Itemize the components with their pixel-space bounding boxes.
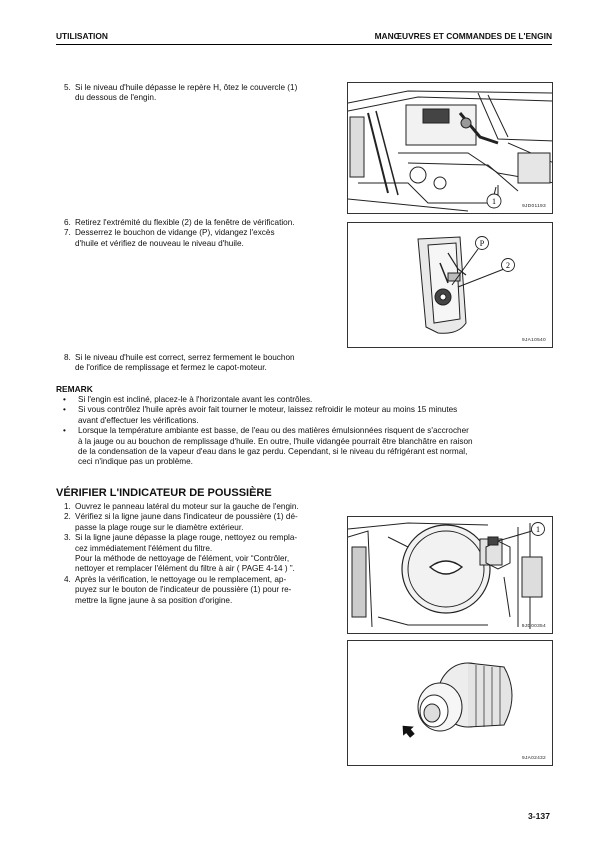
page-header xyxy=(56,29,552,45)
header-chapter: UTILISATION xyxy=(56,31,108,41)
dust-step-2: 2. Vérifiez si la ligne jaune dans l'indicateur de poussière (1) dé- passe la plage rouge sur le diamètre extérieur. xyxy=(64,512,298,532)
callout-p: P xyxy=(479,239,485,248)
remark-item: • Si vous contrôlez l'huile après avoir fait tourner le moteur, laissez refroidir le moteur au moins 15 minutes avant d'effectuer les vérifications. xyxy=(63,405,458,425)
remark-item: • Lorsque la température ambiante est basse, de l'eau ou des matières émulsionnées risquent de s'accrocher à la jauge ou au bouchon de remplissage d'huile. En outre, l'huile vidangée pourrait être blanchâtre en raison de la condensation de la vapeur d'eau dans le gaz perdu. Cependant, si le niveau du réfrigérant est normal, ceci n'indique pas un problème. xyxy=(63,426,473,467)
callout-2: 2 xyxy=(506,261,510,270)
step-6: 6. Retirez l'extrémité du flexible (2) de la fenêtre de vérification. xyxy=(64,218,295,227)
figure-code: 9JA02432 xyxy=(521,756,546,761)
remark-title: REMARK xyxy=(56,384,93,394)
header-section: MANŒUVRES ET COMMANDES DE L'ENGIN xyxy=(374,31,552,41)
dust-step-1: 1. Ouvrez le panneau latéral du moteur sur la gauche de l'engin. xyxy=(64,502,299,511)
page-number: 3-137 xyxy=(528,811,550,821)
step-5: 5. Si le niveau d'huile dépasse le repère H, ôtez le couvercle (1) du dessous de l'engin. xyxy=(64,83,298,103)
figure-air-filter xyxy=(347,516,553,634)
oil-cover-illustration xyxy=(348,83,553,214)
dust-indicator-steps xyxy=(64,502,350,606)
figure-dust-indicator xyxy=(347,640,553,766)
remark-item: • Si l'engin est incliné, placez-le à l'horizontale avant les contrôles. xyxy=(63,395,313,404)
remark-list xyxy=(56,395,552,468)
dust-step-3: 3. Si la ligne jaune dépasse la plage rouge, nettoyez ou rempla- cez immédiatement l'élément du filtre. Pour la méthode de nettoyage de l'élément, voir “Contrôler, nettoyer et remplacer l'élément du filtre à air ( PAGE 4-14 ) ”. xyxy=(64,533,298,574)
callout-1: 1 xyxy=(536,525,540,534)
dust-indicator-illustration xyxy=(348,641,553,766)
figure-oil-cover xyxy=(347,82,553,214)
steps-6-7 xyxy=(64,218,346,249)
dust-step-4: 4. Après la vérification, le nettoyage ou le remplacement, ap- puyez sur le bouton de l'indicateur de poussière (1) pour re- mettre la ligne jaune à sa position d'origine. xyxy=(64,574,292,605)
drain-plug-illustration xyxy=(348,223,553,348)
callout-1: 1 xyxy=(492,197,496,206)
figure-drain-plug xyxy=(347,222,553,348)
air-filter-illustration xyxy=(348,517,553,634)
figure-code: 9JA10540 xyxy=(521,338,546,343)
figure-code: 9JD01193 xyxy=(522,204,546,209)
figure-code: 9JD00354 xyxy=(521,624,546,629)
step-7: 7. Desserrez le bouchon de vidange (P), vidangez l'excès d'huile et vérifiez de nouveau le niveau d'huile. xyxy=(64,228,275,248)
step-8: 8. Si le niveau d'huile est correct, serrez fermement le bouchon de l'orifice de remplissage et fermez le capot-moteur. xyxy=(64,353,295,373)
section-title: VÉRIFIER L'INDICATEUR DE POUSSIÈRE xyxy=(56,487,272,499)
